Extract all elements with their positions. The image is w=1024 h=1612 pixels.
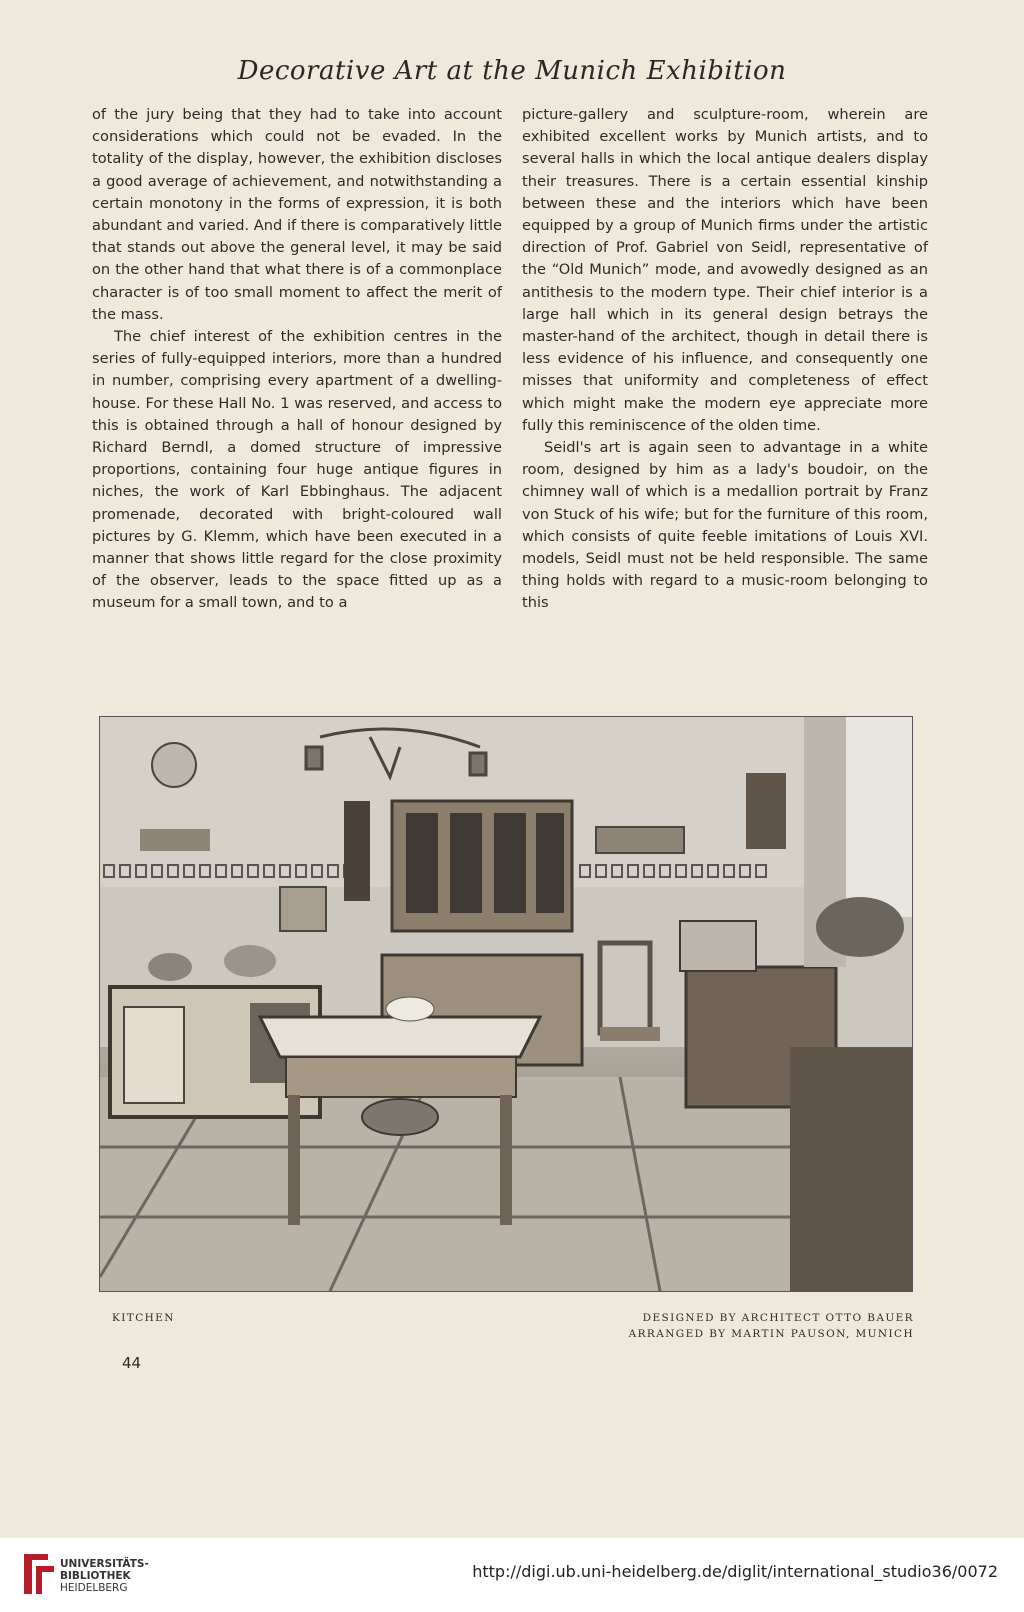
right-text-column	[522, 104, 928, 615]
figure-caption-title: KITCHEN	[112, 1312, 175, 1324]
right-paragraph-2: Seidl's art is again seen to advantage in a white room, designed by him as a lady's boudoir, on the chimney wall of which is a medallion portrait by Franz von Stuck of his wife; but for the furniture of this room, which consists of quite feeble imitations of Louis XVI. models, Seidl must not be held responsible. The same thing holds with regard to a music-room belonging to this	[522, 439, 928, 612]
source-url[interactable]: http://digi.ub.uni-heidelberg.de/diglit/international_studio36/0072	[472, 1562, 998, 1581]
kitchen-photograph	[99, 716, 913, 1292]
library-name-line-3: HEIDELBERG	[60, 1582, 128, 1594]
left-text-column	[92, 104, 502, 615]
running-header: Decorative Art at the Munich Exhibition	[237, 56, 787, 86]
right-paragraph-1: picture-gallery and sculpture-room, wherein are exhibited excellent works by Munich artists, and to several halls in which the local antique dealers display their treasures. There is a certain essential kinship between these and the interiors which have been equipped by a group of Munich firms under the artistic direction of Prof. Gabriel von Seidl, representative of the “Old Munich” mode, and avowedly designed as an antithesis to the modern type. Their chief interior is a large hall which in its general design betrays the master-hand of the architect, though in detail there is less evidence of his influence, and consequently one misses that uniformity and completeness of effect which might make the modern eye appreciate more fully this reminiscence of the olden time.	[522, 106, 928, 434]
page-number: 44	[122, 1354, 142, 1372]
library-name-line-2: BIBLIOTHEK	[60, 1570, 131, 1582]
left-paragraph-2: The chief interest of the exhibition centres in the series of fully-equipped interiors, more than a hundred in number, comprising every apartment of a dwelling-house. For these Hall No. 1 was reserved, and access to this is obtained through a hall of honour designed by Richard Berndl, a domed structure of impressive proportions, containing four huge antique figures in niches, the work of Karl Ebbinghaus. The adjacent promenade, decorated with bright-coloured wall pictures by G. Klemm, which have been executed in a manner that shows little regard for the close proximity of the observer, leads to the space fitted up as a museum for a small town, and to a	[92, 328, 502, 612]
library-footer	[0, 1538, 1024, 1612]
library-name-line-1: UNIVERSITÄTS-	[60, 1558, 149, 1570]
figure-caption-credits	[629, 1310, 914, 1342]
left-paragraph-1: of the jury being that they had to take into account considerations which could not be evaded. In the totality of the display, however, the exhibition discloses a good average of achievement, and notwithstanding a certain monotony in the forms of expression, it is both abundant and varied. And if there is comparatively little that stands out above the general level, it may be said on the other hand that what there is of a commonplace character is of too small moment to affect the merit of the mass.	[92, 106, 502, 323]
library-name	[60, 1558, 149, 1594]
kitchen-illustration	[100, 717, 912, 1291]
library-logo-icon	[14, 1548, 62, 1600]
caption-designed-by: DESIGNED BY ARCHITECT OTTO BAUER	[642, 1312, 914, 1324]
caption-arranged-by: ARRANGED BY MARTIN PAUSON, MUNICH	[628, 1328, 914, 1340]
